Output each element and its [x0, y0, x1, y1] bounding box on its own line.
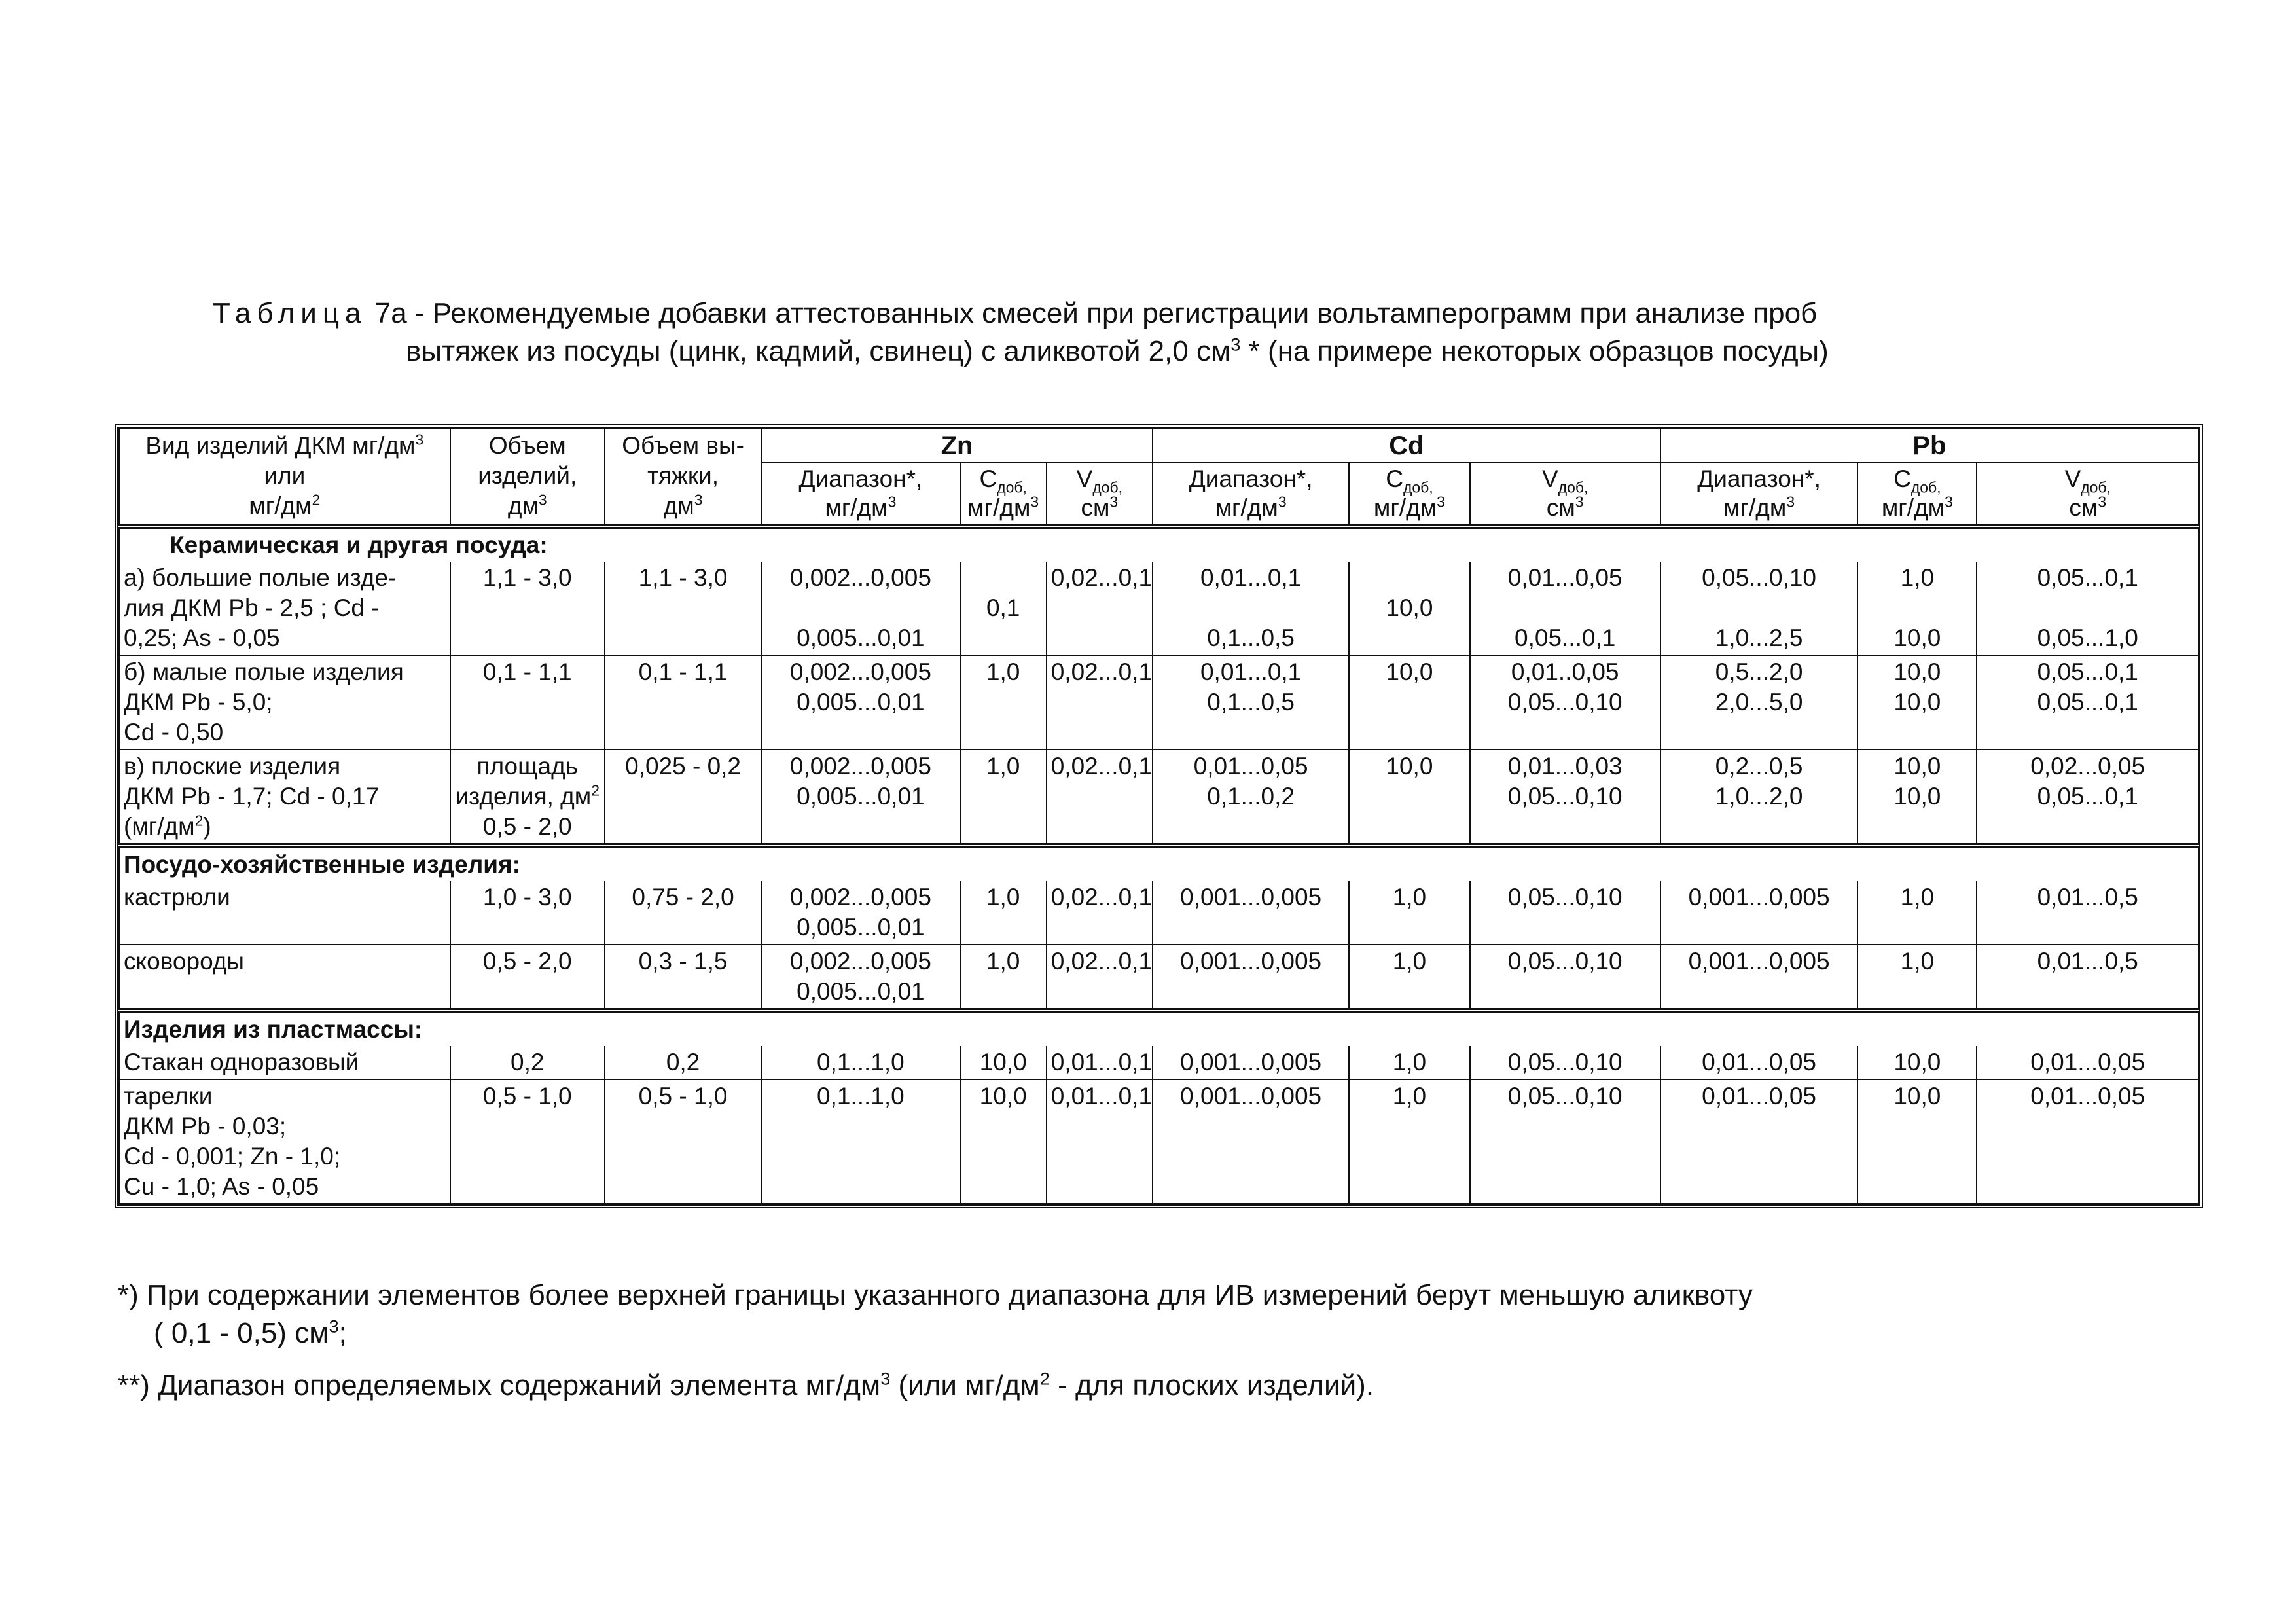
row-plates-cd-range: 0,001...0,005 — [1153, 1079, 1349, 1204]
row-plates-pb-v: 0,01...0,05 — [1977, 1079, 2198, 1204]
row-c-pb-c: 10,0 10,0 — [1857, 749, 1977, 846]
row-b-pb-c: 10,0 10,0 — [1857, 655, 1977, 749]
footnotes — [118, 1276, 2193, 1419]
row-pans-vol-items: 0,5 - 2,0 — [450, 945, 605, 1011]
row-c-zn-c: 1,0 — [960, 749, 1047, 846]
table-row — [119, 945, 2198, 1011]
footnote-1: *) При содержании элементов более верхней границы указанного диапазона для ИВ измерений берут меньшую аликвоту ( 0,1 - 0,5) $см^3$; — [118, 1279, 1753, 1349]
row-cup-vol-ext: 0,2 — [605, 1046, 761, 1079]
row-pots-cd-v: 0,05...0,10 — [1470, 881, 1660, 945]
header-vol-items: Объем изделий, $дм^3$ — [450, 429, 605, 526]
data-table — [118, 428, 2199, 1204]
table-row — [119, 881, 2198, 945]
caption-line1: - Рекомендуемые добавки аттестованных смесей при регистрации вольтамперограмм при анализе проб — [406, 297, 1818, 329]
row-c-zn-range: 0,002...0,005 0,005...0,01 — [761, 749, 960, 846]
header-cd-c: $С_{доб,}$ $мг/дм^3$ — [1349, 463, 1469, 526]
row-plates-name: тарелки ДКМ Pb - 0,03; Cd - 0,001; Zn - 1,0; Cu - 1,0; As - 0,05 — [119, 1079, 450, 1204]
header-pb: Pb — [1660, 429, 2198, 463]
row-a-vol-ext: 1,1 - 3,0 — [605, 562, 761, 655]
row-pans-pb-v: 0,01...0,5 — [1977, 945, 2198, 1011]
row-b-cd-v: 0,01..0,05 0,05...0,10 — [1470, 655, 1660, 749]
row-cup-cd-range: 0,001...0,005 — [1153, 1046, 1349, 1079]
row-plates-zn-range: 0,1...1,0 — [761, 1079, 960, 1204]
section-household-row — [119, 846, 2198, 881]
row-pans-vol-ext: 0,3 - 1,5 — [605, 945, 761, 1011]
caption-label: Таблица — [213, 297, 367, 329]
row-cup-zn-v: 0,01...0,1 — [1047, 1046, 1153, 1079]
row-cup-pb-range: 0,01...0,05 — [1660, 1046, 1857, 1079]
header-pb-v: $V_{доб,}$ $см^3$ — [1977, 463, 2198, 526]
section-ceramic-row — [119, 526, 2198, 562]
row-plates-zn-c: 10,0 — [960, 1079, 1047, 1204]
table-row — [119, 1079, 2198, 1204]
row-b-cd-range: 0,01...0,1 0,1...0,5 — [1153, 655, 1349, 749]
row-a-zn-range: 0,002...0,005 0,005...0,01 — [761, 562, 960, 655]
row-b-pb-range: 0,5...2,0 2,0...5,0 — [1660, 655, 1857, 749]
row-a-zn-c: 0,1 — [960, 562, 1047, 655]
row-c-cd-range: 0,01...0,05 0,1...0,2 — [1153, 749, 1349, 846]
row-c-cd-v: 0,01...0,03 0,05...0,10 — [1470, 749, 1660, 846]
row-b-vol-ext: 0,1 - 1,1 — [605, 655, 761, 749]
row-cup-pb-v: 0,01...0,05 — [1977, 1046, 2198, 1079]
row-pans-pb-range: 0,001...0,005 — [1660, 945, 1857, 1011]
row-b-cd-c: 10,0 — [1349, 655, 1469, 749]
header-zn-v: $V_{доб,}$ $см^3$ — [1047, 463, 1153, 526]
row-plates-cd-v: 0,05...0,10 — [1470, 1079, 1660, 1204]
row-pots-zn-v: 0,02...0,1 — [1047, 881, 1153, 945]
table-caption — [213, 295, 2045, 370]
row-b-zn-range: 0,002...0,005 0,005...0,01 — [761, 655, 960, 749]
row-a-cd-range: 0,01...0,1 0,1...0,5 — [1153, 562, 1349, 655]
row-pots-cd-range: 0,001...0,005 — [1153, 881, 1349, 945]
row-pans-zn-range: 0,002...0,005 0,005...0,01 — [761, 945, 960, 1011]
row-b-zn-c: 1,0 — [960, 655, 1047, 749]
row-b-name: б) малые полые изделия ДКМ Pb - 5,0; Cd - 0,50 — [119, 655, 450, 749]
section-ceramic-heading: Керамическая и другая посуда: — [119, 526, 2198, 562]
row-a-pb-range: 0,05...0,10 1,0...2,5 — [1660, 562, 1857, 655]
section-plastic-heading: Изделия из пластмассы: — [119, 1011, 2198, 1046]
header-row-1 — [119, 429, 2198, 463]
row-pans-zn-c: 1,0 — [960, 945, 1047, 1011]
header-cd: Cd — [1153, 429, 1660, 463]
row-pots-pb-c: 1,0 — [1857, 881, 1977, 945]
table-row — [119, 1046, 2198, 1079]
row-pots-name: кастрюли — [119, 881, 450, 945]
caption-sup: 3 — [1230, 334, 1241, 355]
row-pots-pb-v: 0,01...0,5 — [1977, 881, 2198, 945]
table-row — [119, 655, 2198, 749]
row-plates-vol-ext: 0,5 - 1,0 — [605, 1079, 761, 1204]
row-a-name: а) большие полые изде- лия ДКМ Pb - 2,5 ; Cd - 0,25; As - 0,05 — [119, 562, 450, 655]
caption-number: 7а — [374, 297, 407, 329]
footnote-2: **) Диапазон определяемых содержаний элемента $мг/дм^3$ (или $мг/дм^2$ - для плоских изделий). — [118, 1368, 1374, 1401]
row-pots-pb-range: 0,001...0,005 — [1660, 881, 1857, 945]
row-cup-cd-v: 0,05...0,10 — [1470, 1046, 1660, 1079]
row-a-pb-c: 1,0 10,0 — [1857, 562, 1977, 655]
row-plates-pb-range: 0,01...0,05 — [1660, 1079, 1857, 1204]
row-c-zn-v: 0,02...0,1 — [1047, 749, 1153, 846]
row-cup-name: Стакан одноразовый — [119, 1046, 450, 1079]
row-c-pb-range: 0,2...0,5 1,0...2,0 — [1660, 749, 1857, 846]
header-zn-range: Диапазон*, $мг/дм^3$ — [761, 463, 960, 526]
header-pb-c: $С_{доб,}$ $мг/дм^3$ — [1857, 463, 1977, 526]
row-a-vol-items: 1,1 - 3,0 — [450, 562, 605, 655]
row-pots-cd-c: 1,0 — [1349, 881, 1469, 945]
header-pb-range: Диапазон*, $мг/дм^3$ — [1660, 463, 1857, 526]
row-pots-zn-range: 0,002...0,005 0,005...0,01 — [761, 881, 960, 945]
row-pans-cd-range: 0,001...0,005 — [1153, 945, 1349, 1011]
row-plates-pb-c: 10,0 — [1857, 1079, 1977, 1204]
row-cup-zn-range: 0,1...1,0 — [761, 1046, 960, 1079]
section-household-heading: Посудо-хозяйственные изделия: — [119, 846, 2198, 881]
header-cd-range: Диапазон*, $мг/дм^3$ — [1153, 463, 1349, 526]
row-plates-vol-items: 0,5 - 1,0 — [450, 1079, 605, 1204]
row-pans-zn-v: 0,02...0,1 — [1047, 945, 1153, 1011]
row-cup-pb-c: 10,0 — [1857, 1046, 1977, 1079]
row-a-zn-v: 0,02...0,1 — [1047, 562, 1153, 655]
row-a-cd-c: 10,0 — [1349, 562, 1469, 655]
row-c-vol-ext: 0,025 - 0,2 — [605, 749, 761, 846]
table-row — [119, 749, 2198, 846]
section-plastic-row — [119, 1011, 2198, 1046]
header-vol-extract: Объем вы-тяжки, $дм^3$ — [605, 429, 761, 526]
row-pots-vol-items: 1,0 - 3,0 — [450, 881, 605, 945]
row-c-name: в) плоские изделия ДКМ Pb - 1,7; Cd - 0,17 $(мг/дм^2)$ — [119, 749, 450, 846]
row-b-zn-v: 0,02...0,1 — [1047, 655, 1153, 749]
header-zn: Zn — [761, 429, 1153, 463]
header-zn-c: $С_{доб,}$ $мг/дм^3$ — [960, 463, 1047, 526]
table-row — [119, 562, 2198, 655]
row-cup-zn-c: 10,0 — [960, 1046, 1047, 1079]
header-cd-v: $V_{доб,}$ $см^3$ — [1470, 463, 1660, 526]
header-kind: Вид изделий ДКМ $мг/дм^3$ или $мг/дм^2$ — [119, 429, 450, 526]
row-pans-name: сковороды — [119, 945, 450, 1011]
row-a-pb-v: 0,05...0,1 0,05...1,0 — [1977, 562, 2198, 655]
row-cup-cd-c: 1,0 — [1349, 1046, 1469, 1079]
row-b-pb-v: 0,05...0,1 0,05...0,1 — [1977, 655, 2198, 749]
data-table-frame — [115, 424, 2203, 1208]
row-b-vol-items: 0,1 - 1,1 — [450, 655, 605, 749]
row-c-vol-items: площадь изделия, $дм^2$ 0,5 - 2,0 — [450, 749, 605, 846]
row-a-cd-v: 0,01...0,05 0,05...0,1 — [1470, 562, 1660, 655]
row-c-cd-c: 10,0 — [1349, 749, 1469, 846]
row-pans-pb-c: 1,0 — [1857, 945, 1977, 1011]
row-pots-vol-ext: 0,75 - 2,0 — [605, 881, 761, 945]
caption-line2: вытяжек из посуды (цинк, кадмий, свинец) с аликвотой 2,0 см — [406, 335, 1231, 367]
row-pans-cd-c: 1,0 — [1349, 945, 1469, 1011]
caption-line2-end: * (на примере некоторых образцов посуды) — [1240, 335, 1829, 367]
row-pans-cd-v: 0,05...0,10 — [1470, 945, 1660, 1011]
row-pots-zn-c: 1,0 — [960, 881, 1047, 945]
row-cup-vol-items: 0,2 — [450, 1046, 605, 1079]
row-plates-zn-v: 0,01...0,1 — [1047, 1079, 1153, 1204]
row-c-pb-v: 0,02...0,05 0,05...0,1 — [1977, 749, 2198, 846]
row-plates-cd-c: 1,0 — [1349, 1079, 1469, 1204]
